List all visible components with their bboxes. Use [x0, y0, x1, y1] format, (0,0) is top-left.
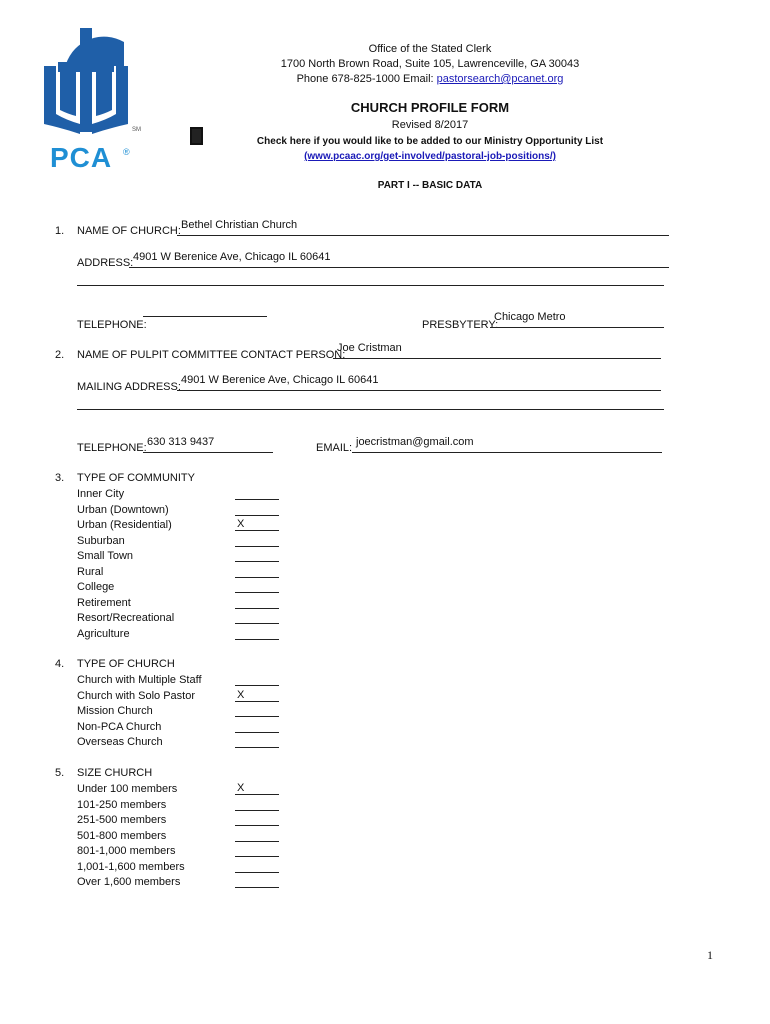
- email-link[interactable]: pastorsearch@pcanet.org: [436, 73, 564, 85]
- presbytery-label: PRESBYTERY:: [422, 319, 499, 331]
- list-item-mark: [235, 704, 237, 716]
- list-item-checkmark-field[interactable]: [235, 612, 279, 624]
- list-item-checkmark-field[interactable]: [235, 799, 279, 811]
- list-item-mark: [235, 720, 237, 732]
- list-item-checkmark-field[interactable]: [235, 783, 279, 795]
- list-item-mark: [235, 549, 237, 561]
- list-item-checkmark-field[interactable]: [235, 628, 279, 640]
- list-item-checkmark-field[interactable]: [235, 736, 279, 748]
- list-item-mark: X: [237, 688, 245, 701]
- list-item-mark: X: [237, 518, 245, 530]
- list-item-mark: [235, 844, 237, 856]
- list-item-mark: [235, 596, 237, 608]
- list-item-mark: [235, 735, 237, 747]
- list-item-mark: [235, 565, 237, 577]
- contact-telephone-field[interactable]: 630 313 9437: [143, 439, 273, 453]
- list-item-checkmark-field[interactable]: [235, 504, 279, 516]
- header-line1: Office of the Stated Clerk: [368, 43, 492, 55]
- address-line2-field[interactable]: [77, 285, 664, 286]
- list-item-checkmark-field[interactable]: [235, 861, 279, 873]
- contact-label: NAME OF PULPIT COMMITTEE CONTACT PERSON:: [77, 349, 346, 361]
- list-item-checkmark-field[interactable]: [235, 597, 279, 609]
- list-item-mark: X: [237, 782, 245, 794]
- list-item-label: Church with Multiple Staff: [77, 674, 202, 686]
- list-item-checkmark-field[interactable]: [235, 566, 279, 578]
- section4-number: 4.: [55, 658, 65, 670]
- address-label: ADDRESS:: [77, 257, 134, 269]
- list-item-checkmark-field[interactable]: [235, 535, 279, 547]
- email-field[interactable]: joecristman@gmail.com: [352, 439, 662, 453]
- church-name-label: NAME OF CHURCH:: [77, 225, 181, 237]
- list-item-label: Inner City: [77, 488, 125, 500]
- list-item-label: Small Town: [77, 550, 134, 562]
- list-item-mark: [235, 534, 237, 546]
- list-item-mark: [235, 829, 237, 841]
- list-item-checkmark-field[interactable]: [235, 581, 279, 593]
- list-item-checkmark-field[interactable]: [235, 721, 279, 733]
- form-title: CHURCH PROFILE FORM: [350, 100, 510, 115]
- list-item-label: Urban (Downtown): [77, 503, 169, 516]
- list-item-checkmark-field[interactable]: [235, 674, 279, 686]
- email-label: EMAIL:: [316, 442, 353, 454]
- list-item-label: 1,001-1,600 members: [77, 860, 185, 873]
- logo-registered-mark: ®: [123, 147, 130, 157]
- mailing-label: MAILING ADDRESS:: [77, 381, 181, 393]
- list-item-checkmark-field[interactable]: [235, 814, 279, 826]
- list-item-label: Under 100 members: [77, 783, 178, 795]
- presbytery-field[interactable]: Chicago Metro: [490, 314, 664, 328]
- list-item-checkmark-field[interactable]: [235, 488, 279, 500]
- list-item-label: Suburban: [77, 534, 125, 547]
- phone-text: Phone 678-825-1000 Email:: [296, 73, 437, 85]
- list-item-checkmark-field[interactable]: [235, 830, 279, 842]
- list-item-label: College: [77, 581, 115, 593]
- address-field[interactable]: 4901 W Berenice Ave, Chicago IL 60641: [129, 254, 669, 268]
- list-item-label: Rural: [77, 565, 104, 578]
- logo-text: PCA: [50, 142, 113, 173]
- list-item-label: Agriculture: [77, 627, 130, 640]
- size-heading: SIZE CHURCH: [77, 767, 153, 779]
- part-heading: PART I -- BASIC DATA: [377, 180, 483, 191]
- contact-telephone-label: TELEPHONE:: [77, 442, 147, 454]
- list-item-mark: [235, 813, 237, 825]
- logo-sm-mark: SM: [132, 127, 141, 133]
- list-item-label: 801-1,000 members: [77, 845, 176, 857]
- list-item-checkmark-field[interactable]: [235, 690, 279, 702]
- church-type-heading: TYPE OF CHURCH: [77, 658, 175, 670]
- list-item-checkmark-field[interactable]: [235, 876, 279, 888]
- section3-number: 3.: [55, 472, 65, 484]
- page-number: 1: [707, 948, 713, 962]
- list-item-mark: [235, 627, 237, 639]
- mailing-line2-field[interactable]: [77, 409, 664, 410]
- list-item-mark: [235, 673, 237, 685]
- checkbox-label: Check here if you would like to be added to our Ministry Opportunity List: [256, 136, 604, 147]
- list-item-checkmark-field[interactable]: [235, 550, 279, 562]
- list-item-label: Overseas Church: [77, 736, 163, 748]
- section5-number: 5.: [55, 767, 65, 779]
- list-item-label: Retirement: [77, 596, 131, 609]
- telephone-label: TELEPHONE:: [77, 319, 147, 331]
- list-item-label: Resort/Recreational: [77, 612, 175, 624]
- list-item-label: 251-500 members: [77, 814, 167, 826]
- list-item-mark: [235, 580, 237, 592]
- mailing-field[interactable]: 4901 W Berenice Ave, Chicago IL 60641: [177, 377, 661, 391]
- community-heading: TYPE OF COMMUNITY: [77, 472, 195, 484]
- section1-number: 1.: [55, 225, 65, 237]
- list-item-checkmark-field[interactable]: [235, 705, 279, 717]
- list-item-label: Non-PCA Church: [77, 720, 162, 733]
- revised-date: Revised 8/2017: [391, 119, 469, 131]
- list-item-checkmark-field[interactable]: [235, 845, 279, 857]
- telephone-field[interactable]: [143, 316, 267, 317]
- list-item-mark: [235, 611, 237, 623]
- list-item-label: Church with Solo Pastor: [77, 689, 195, 702]
- list-item-label: 501-800 members: [77, 829, 167, 842]
- header-line3: [160, 72, 700, 87]
- list-item-checkmark-field[interactable]: [235, 519, 279, 531]
- list-item-mark: [235, 503, 237, 515]
- church-name-field[interactable]: Bethel Christian Church: [177, 222, 669, 236]
- contact-field[interactable]: Joe Cristman: [333, 345, 661, 359]
- jobs-url-link[interactable]: [160, 149, 700, 164]
- list-item-mark: [235, 860, 237, 872]
- list-item-label: Over 1,600 members: [77, 876, 181, 888]
- jobs-url[interactable]: (www.pcaac.org/get-involved/pastoral-job-positions/): [304, 151, 556, 162]
- list-item-label: Urban (Residential): [77, 519, 172, 531]
- list-item-label: 101-250 members: [77, 798, 167, 811]
- list-item-mark: [235, 875, 237, 887]
- section2-number: 2.: [55, 349, 65, 361]
- header-line2: 1700 North Brown Road, Suite 105, Lawrenceville, GA 30043: [280, 58, 580, 70]
- list-item-label: Mission Church: [77, 705, 153, 717]
- list-item-mark: [235, 798, 237, 810]
- list-item-mark: [235, 487, 237, 499]
